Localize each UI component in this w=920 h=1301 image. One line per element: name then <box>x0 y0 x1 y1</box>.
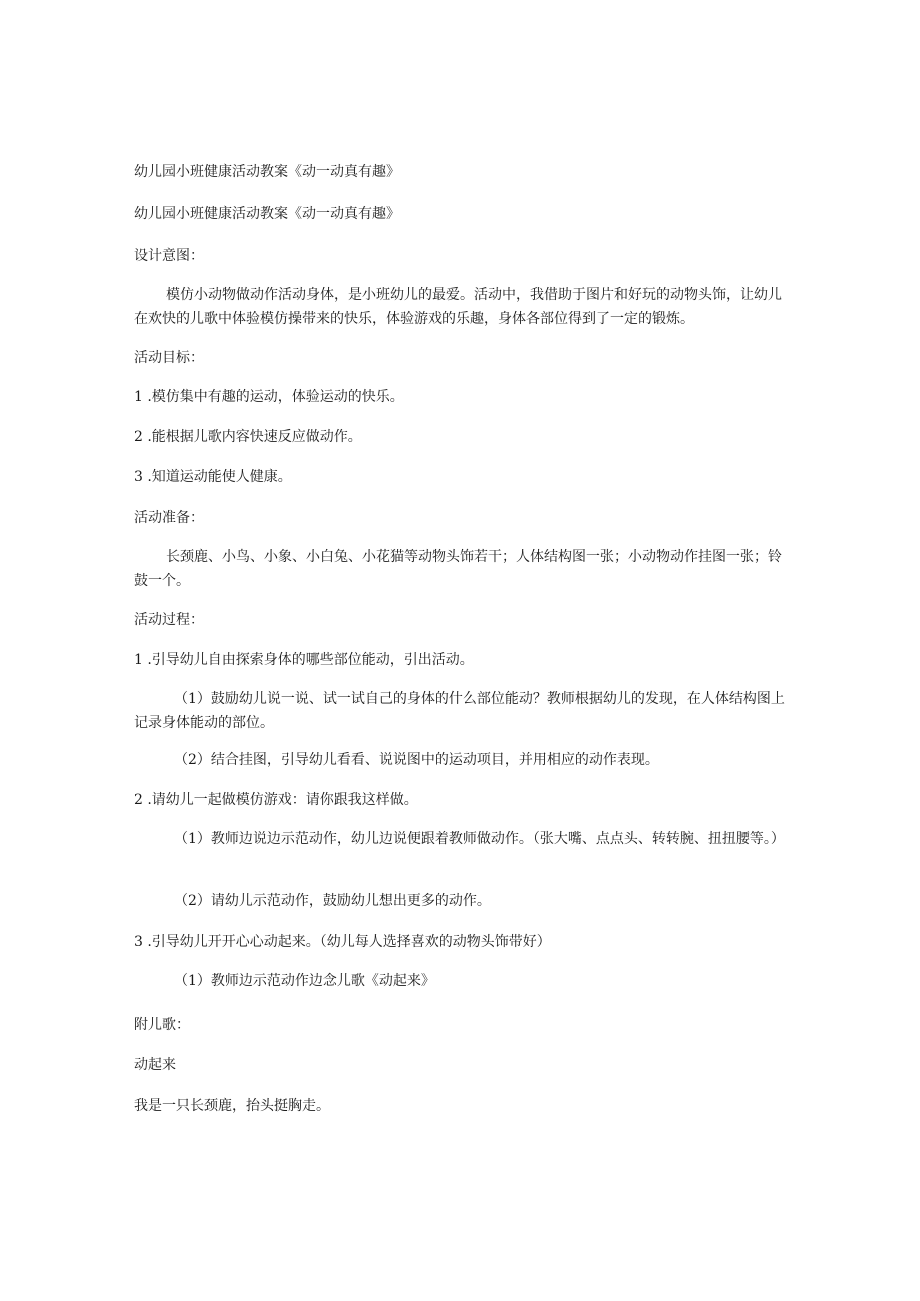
goals-heading: 活动目标： <box>134 350 204 366</box>
process-step-1: 1 .引导幼儿自由探索身体的哪些部位能动，引出活动。 <box>134 652 474 668</box>
song-line-1: 我是一只长颈鹿，抬头挺胸走。 <box>134 1098 330 1114</box>
process-step-2: 2 .请幼儿一起做模仿游戏：请你跟我这样做。 <box>134 792 418 808</box>
doc-subtitle: 幼儿园小班健康活动教案《动一动真有趣》 <box>134 206 400 222</box>
goal-item-3: 3 .知道运动能使人健康。 <box>134 469 292 485</box>
design-paragraph: 模仿小动物做动作活动身体，是小班幼儿的最爱。活动中，我借助于图片和好玩的动物头饰，让幼儿在欢快的儿歌中体验模仿操带来的快乐，体验游戏的乐趣，身体各部位得到了一定的锻炼。 <box>134 287 782 327</box>
process-step-2-2: （2）请幼儿示范动作，鼓励幼儿想出更多的动作。 <box>174 893 491 909</box>
song-heading: 附儿歌： <box>134 1017 190 1033</box>
process-step-3: 3 .引导幼儿开开心心动起来。（幼儿每人选择喜欢的动物头饰带好） <box>134 934 551 950</box>
process-step-2-1: （1）教师边说边示范动作，幼儿边说便跟着教师做动作。（张大嘴、点点头、转转腕、扭扭腰等。） <box>174 831 785 847</box>
prep-paragraph: 长颈鹿、小鸟、小象、小白兔、小花猫等动物头饰若干；人体结构图一张；小动物动作挂图一张；铃鼓一个。 <box>134 549 782 589</box>
goal-item-2: 2 .能根据儿歌内容快速反应做动作。 <box>134 429 362 445</box>
process-step-3-1: （1）教师边示范动作边念儿歌《动起来》 <box>174 973 435 989</box>
song-title: 动起来 <box>134 1057 176 1073</box>
prep-heading: 活动准备： <box>134 510 204 526</box>
design-heading: 设计意图： <box>134 248 204 264</box>
process-step-1-2: （2）结合挂图，引导幼儿看看、说说图中的运动项目，并用相应的动作表现。 <box>174 752 659 768</box>
goal-item-1: 1 .模仿集中有趣的运动，体验运动的快乐。 <box>134 389 404 405</box>
process-heading: 活动过程： <box>134 612 204 628</box>
process-step-1-1: （1）鼓励幼儿说一说、试一试自己的身体的什么部位能动？教师根据幼儿的发现，在人体结构图上记录身体能动的部位。 <box>134 691 785 731</box>
doc-title: 幼儿园小班健康活动教案《动一动真有趣》 <box>134 164 400 180</box>
